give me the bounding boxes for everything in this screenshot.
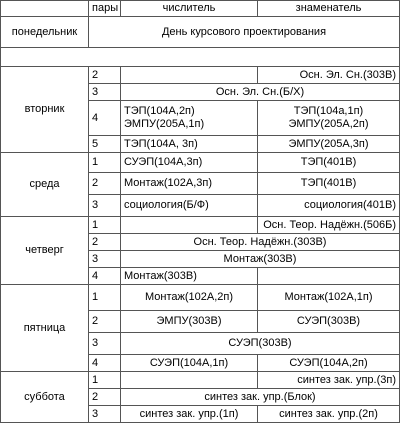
table-row <box>1 67 400 84</box>
pair-number: 2 <box>89 234 121 251</box>
denominator-cell: ТЭП(401В) <box>258 173 400 195</box>
numerator-cell <box>121 372 258 389</box>
denominator-cell: СУЭП(104А,2п) <box>258 355 400 372</box>
header-denominator: знаменатель <box>258 1 400 17</box>
denominator-cell: Монтаж(102А,1п) <box>258 285 400 311</box>
pair-number: 3 <box>89 84 121 101</box>
denominator-cell: ЭМПУ(205А,3п) <box>258 136 400 153</box>
pair-number: 2 <box>89 67 121 84</box>
merged-cell: Монтаж(303В) <box>121 251 400 268</box>
pair-number: 2 <box>89 389 121 406</box>
day-saturday: суббота <box>1 372 89 423</box>
pair-number: 1 <box>89 153 121 173</box>
header-numerator: числитель <box>121 1 258 17</box>
table-row <box>1 217 400 234</box>
numerator-cell: Монтаж(102А,3п) <box>121 173 258 195</box>
table-row <box>1 48 400 67</box>
denominator-line: ЭМПУ(205А,2п) <box>288 118 369 130</box>
merged-cell: СУЭП(303В) <box>121 333 400 355</box>
numerator-cell: Монтаж(102А,2п) <box>121 285 258 311</box>
pair-number: 4 <box>89 268 121 285</box>
pair-number: 3 <box>89 195 121 217</box>
merged-cell: Осн. Эл. Сн.(Б/Х) <box>121 84 400 101</box>
pair-number: 3 <box>89 406 121 423</box>
numerator-line: ЭМПУ(205А,1п) <box>124 118 205 130</box>
denominator-cell: синтез зак. упр.(2п) <box>258 406 400 423</box>
numerator-cell: ЭМПУ(303В) <box>121 311 258 333</box>
numerator-cell <box>121 67 258 84</box>
pair-number: 3 <box>89 333 121 355</box>
pair-number: 4 <box>89 355 121 372</box>
numerator-cell: СУЭП(104А,1п) <box>121 355 258 372</box>
numerator-line: ТЭП(104А,2п) <box>124 105 195 117</box>
denominator-cell <box>258 268 400 285</box>
numerator-cell: социология(Б/Ф) <box>121 195 258 217</box>
numerator-cell: Монтаж(303В) <box>121 268 258 285</box>
denominator-cell: социология(401В) <box>258 195 400 217</box>
pair-number: 5 <box>89 136 121 153</box>
pair-number: 2 <box>89 311 121 333</box>
table-row <box>1 285 400 311</box>
day-wednesday: среда <box>1 153 89 217</box>
numerator-cell: СУЭП(104А,3п) <box>121 153 258 173</box>
header-day <box>1 1 89 17</box>
day-monday: понедельник <box>1 17 89 48</box>
pair-number: 4 <box>89 101 121 136</box>
merged-cell: синтез зак. упр.(Блок) <box>121 389 400 406</box>
denominator-cell: Осн. Теор. Надёжн.(506Б) <box>258 217 400 234</box>
monday-note: День курсового проектирования <box>89 17 400 48</box>
numerator-cell <box>121 217 258 234</box>
numerator-cell: синтез зак. упр.(1п) <box>121 406 258 423</box>
pair-number: 1 <box>89 372 121 389</box>
numerator-cell <box>121 101 258 136</box>
table-row <box>1 17 400 48</box>
day-thursday: четверг <box>1 217 89 285</box>
pair-number: 2 <box>89 173 121 195</box>
pair-number: 1 <box>89 285 121 311</box>
denominator-cell <box>258 101 400 136</box>
header-row <box>1 1 400 17</box>
header-pairs: пары <box>89 1 121 17</box>
denominator-cell: синтез зак. упр.(3п) <box>258 372 400 389</box>
denominator-cell: Осн. Эл. Сн.(303В) <box>258 67 400 84</box>
pair-number: 3 <box>89 251 121 268</box>
day-friday: пятница <box>1 285 89 372</box>
pair-number: 1 <box>89 217 121 234</box>
merged-cell: Осн. Теор. Надёжн.(303В) <box>121 234 400 251</box>
numerator-cell: ТЭП(104А, 3п) <box>121 136 258 153</box>
denominator-line: ТЭП(104а,1п) <box>293 105 364 117</box>
denominator-cell: ТЭП(401В) <box>258 153 400 173</box>
denominator-cell: СУЭП(303В) <box>258 311 400 333</box>
table-row <box>1 153 400 173</box>
day-tuesday: вторник <box>1 67 89 153</box>
spacer-row <box>1 48 400 67</box>
table-row <box>1 372 400 389</box>
